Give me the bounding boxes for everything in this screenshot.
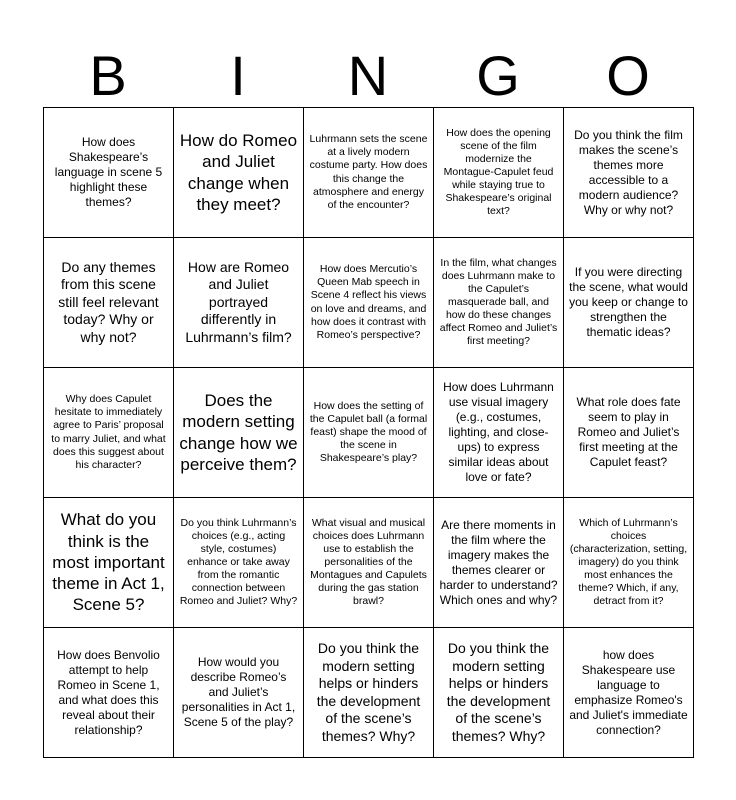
bingo-cell[interactable]: how does Shakespeare use language to emphasize Romeo's and Juliet's immediate connection?: [564, 628, 694, 758]
header-letter-b: B: [89, 44, 127, 107]
bingo-cell[interactable]: How does Shakespeare’s language in scene 5 highlight these themes?: [44, 108, 174, 238]
header-letter-i: I: [230, 44, 246, 107]
bingo-cell[interactable]: Do you think the film makes the scene’s themes more accessible to a modern audience? Why or why not?: [564, 108, 694, 238]
bingo-cell[interactable]: What do you think is the most important theme in Act 1, Scene 5?: [44, 498, 174, 628]
bingo-cell[interactable]: How would you describe Romeo’s and Juliet’s personalities in Act 1, Scene 5 of the play?: [174, 628, 304, 758]
bingo-cell[interactable]: Do you think the modern setting helps or hinders the development of the scene’s themes? Why?: [304, 628, 434, 758]
bingo-cell[interactable]: What role does fate seem to play in Romeo and Juliet’s first meeting at the Capulet feast?: [564, 368, 694, 498]
bingo-cell[interactable]: Do you think the modern setting helps or hinders the development of the scene’s themes? Why?: [434, 628, 564, 758]
bingo-cell[interactable]: How do Romeo and Juliet change when they meet?: [174, 108, 304, 238]
grid-row: [44, 498, 694, 628]
bingo-grid: [43, 107, 694, 758]
header-letter-n: N: [347, 44, 389, 107]
bingo-cell[interactable]: Why does Capulet hesitate to immediately agree to Paris’ proposal to marry Juliet, and what does this suggest about his character?: [44, 368, 174, 498]
bingo-cell[interactable]: Do any themes from this scene still feel relevant today? Why or why not?: [44, 238, 174, 368]
grid-row: [44, 368, 694, 498]
bingo-cell[interactable]: Does the modern setting change how we perceive them?: [174, 368, 304, 498]
bingo-cell[interactable]: How does Luhrmann use visual imagery (e.g., costumes, lighting, and close-ups) to express similar ideas about love or fate?: [434, 368, 564, 498]
bingo-cell[interactable]: Luhrmann sets the scene at a lively modern costume party. How does this change the atmosphere and energy of the encounter?: [304, 108, 434, 238]
bingo-cell[interactable]: In the film, what changes does Luhrmann make to the Capulet’s masquerade ball, and how do these changes affect Romeo and Juliet’s first meeting?: [434, 238, 564, 368]
bingo-cell[interactable]: Which of Luhrmann’s choices (characterization, setting, imagery) do you think most enhances the theme? Which, if any, detract from it?: [564, 498, 694, 628]
bingo-cell[interactable]: How does the opening scene of the film modernize the Montague-Capulet feud while staying true to Shakespeare’s original text?: [434, 108, 564, 238]
grid-row: [44, 108, 694, 238]
bingo-cell[interactable]: Are there moments in the film where the imagery makes the themes clearer or harder to understand? Which ones and why?: [434, 498, 564, 628]
header-letter-g: G: [476, 44, 520, 107]
grid-row: [44, 238, 694, 368]
bingo-cell[interactable]: How does Benvolio attempt to help Romeo in Scene 1, and what does this reveal about their relationship?: [44, 628, 174, 758]
grid-row: [44, 628, 694, 758]
header-letter-o: O: [606, 44, 650, 107]
bingo-cell[interactable]: How does the setting of the Capulet ball (a formal feast) shape the mood of the scene in Shakespeare’s play?: [304, 368, 434, 498]
bingo-cell[interactable]: How does Mercutio’s Queen Mab speech in Scene 4 reflect his views on love and dreams, and how does it contrast with Romeo’s perspective?: [304, 238, 434, 368]
bingo-cell[interactable]: How are Romeo and Juliet portrayed differently in Luhrmann’s film?: [174, 238, 304, 368]
bingo-cell[interactable]: If you were directing the scene, what would you keep or change to strengthen the thematic ideas?: [564, 238, 694, 368]
bingo-cell[interactable]: Do you think Luhrmann’s choices (e.g., acting style, costumes) enhance or take away from the romantic connection between Romeo and Juliet? Why?: [174, 498, 304, 628]
bingo-cell[interactable]: What visual and musical choices does Luhrmann use to establish the personalities of the Montagues and Capulets during the gas station brawl?: [304, 498, 434, 628]
bingo-header: [43, 46, 693, 106]
